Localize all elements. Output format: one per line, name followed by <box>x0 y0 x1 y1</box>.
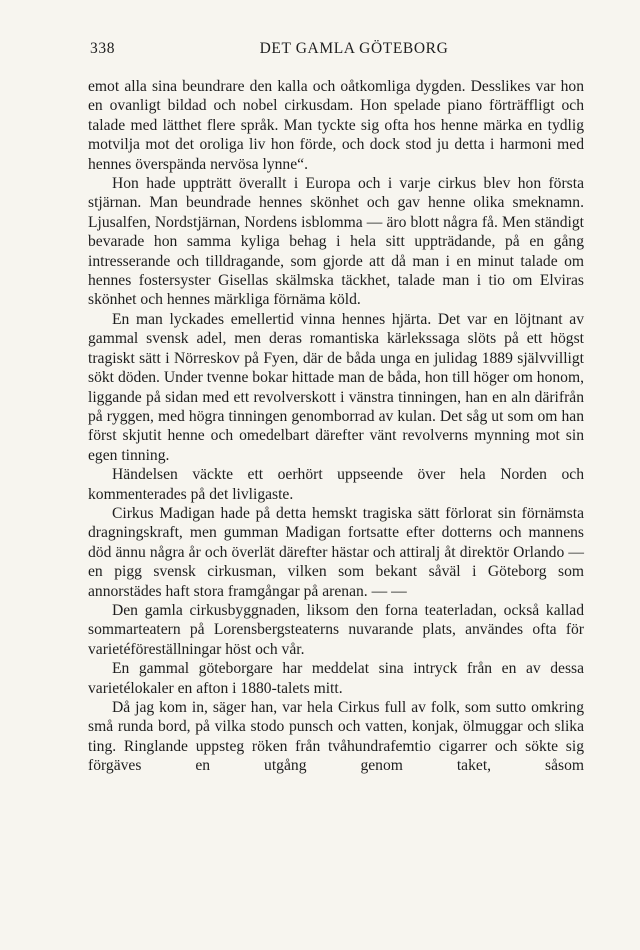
book-page <box>88 40 584 776</box>
paragraph: Cirkus Madigan hade på detta hemskt tragiska sätt förlorat sin förnämsta dragningskraft, men gumman Madigan fortsatte efter dotterns och mannens död ännu några år och överlät därefter hästar och attiralj åt direktör Orlando — en pigg svensk cirkusman, vilken som bekant såväl i Göteborg som annorstädes haft stora framgångar på arenan. — — <box>88 504 584 600</box>
page-number: 338 <box>90 40 116 57</box>
running-title: DET GAMLA GÖTEBORG <box>259 40 449 57</box>
paragraph: En gammal göteborgare har meddelat sina intryck från en av dessa varietélokaler en afton i 1880-talets mitt. <box>88 660 584 697</box>
paragraph: Då jag kom in, säger han, var hela Cirkus full av folk, som sutto omkring små runda bord, på vilka stodo punsch och vatten, konjak, ölmuggar och slika ting. Ringlande uppsteg röken från tvåhundrafemtio cigarrer och sökte sig förgäves en utgång genom taket, såsom <box>88 699 584 775</box>
paragraph: En man lyckades emellertid vinna hennes hjärta. Det var en löjtnant av gammal svensk adel, men deras romantiska kärlekssaga slöts på ett högst tragiskt sätt i Nörreskov på Fyen, där de båda unga en julidag 1889 självvilligt sökt döden. Under tvenne bokar hittade man de båda, hon till höger om honom, liggande på sidan med ett revolverskott i vänstra tinningen, han en aln därifrån på ryggen, med högra tinningen genomborrad av kulan. Det såg ut som om han först skjutit henne och omedelbart därefter vänt revolverns mynning mot sin egen tinning. <box>88 310 584 464</box>
body-text <box>88 77 584 776</box>
paragraph: Hon hade uppträtt överallt i Europa och i varje cirkus blev hon första stjärnan. Man beundrade hennes skönhet och gav henne olika smeknamn. Ljusalfen, Nordstjärnan, Nordens isblomma — äro blott några få. Men ständigt bevarade hon samma kyliga behag i hela sitt uppträdande, på en gång intresserande och tilldragande, som gjorde att då man i en minut talade om hennes fostersyster Gisellas skälmska täckhet, talade man i tio om Elviras skönhet och hennes märkliga förnäma köld. <box>88 175 584 309</box>
paragraph: Händelsen väckte ett oerhört uppseende över hela Norden och kommenterades på det livligaste. <box>88 466 584 503</box>
page-header <box>88 40 584 64</box>
paragraph: Den gamla cirkusbyggnaden, liksom den forna teaterladan, också kallad sommarteatern på Lorensbergsteaterns nuvarande plats, användes ofta för varietéföreställningar höst och vår. <box>88 601 584 658</box>
paragraph: emot alla sina beundrare den kalla och oåtkomliga dygden. Desslikes var hon en ovanligt bildad och nobel cirkusdam. Hon spelade piano förträffligt och talade med lätthet flere språk. Man tyckte sig ofta hos henne märka en tydlig motvilja mot det oroliga liv hon förde, och dock stod ju detta i harmoni med hennes överspända nervösa lynne“. <box>88 78 584 173</box>
